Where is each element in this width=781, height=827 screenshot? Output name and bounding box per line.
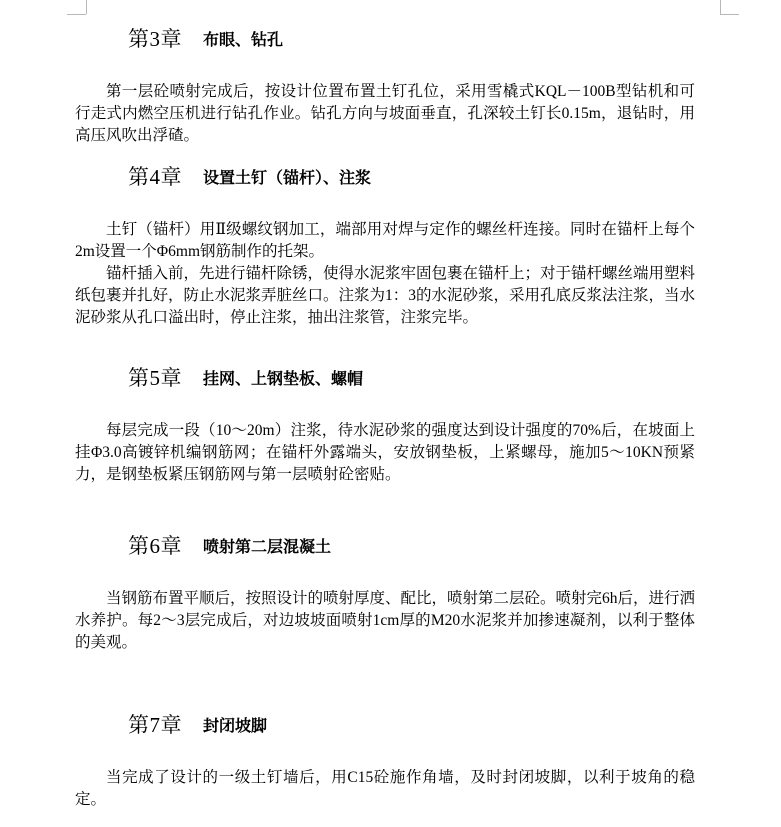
- section-chapter-7: [75, 712, 695, 811]
- section-chapter-6: [75, 533, 695, 654]
- chapter-6-heading: [75, 533, 695, 561]
- chapter-5-paragraph-1: 每层完成一段（10～20m）注浆，待水泥砂浆的强度达到设计强度的70%后，在坡面上挂Φ3.0高镀锌机编钢筋网；在锚杆外露端头，安放钢垫板，上紧螺母，施加5～10KN预紧力，是钢垫板紧压钢筋网与第一层喷射砼密贴。: [75, 422, 695, 483]
- section-chapter-3: [75, 26, 695, 147]
- section-chapter-5: [75, 365, 695, 486]
- chapter-7-number: 第7章: [128, 713, 182, 737]
- chapter-4-paragraph-2: 锚杆插入前，先进行锚杆除锈，使得水泥浆牢固包裹在锚杆上；对于锚杆螺丝端用塑料纸包裹并扎好，防止水泥浆弄脏丝口。注浆为1：3的水泥砂浆，采用孔底反浆法注浆，当水泥砂浆从孔口溢出时，停止注浆，抽出注浆管，注浆完毕。: [75, 265, 696, 326]
- chapter-3-heading: [75, 26, 695, 54]
- chapter-5-title: 挂网、上钢垫板、螺帽: [203, 371, 364, 388]
- chapter-3-title: 布眼、钻孔: [203, 32, 284, 49]
- chapter-4-number: 第4章: [128, 165, 182, 189]
- chapter-6-paragraph-1: 当钢筋布置平顺后，按照设计的喷射厚度、配比，喷射第二层砼。喷射完6h后，进行洒水养护。每2～3层完成后，对边坡坡面喷射1cm厚的M20水泥浆并加掺速凝剂，以利于整体的美观。: [75, 590, 696, 651]
- chapter-4-title: 设置土钉（锚杆）、注浆: [203, 170, 372, 187]
- chapter-6-title: 喷射第二层混凝土: [203, 539, 332, 556]
- chapter-4-heading: [75, 164, 695, 192]
- document-content: [75, 26, 695, 811]
- section-chapter-4: [75, 164, 695, 329]
- chapter-5-number: 第5章: [128, 366, 182, 390]
- chapter-4-paragraph-1: 土钉（锚杆）用Ⅱ级螺纹钢加工，端部用对焊与定作的螺丝杆连接。同时在锚杆上每个2m设置一个Φ6mm钢筋制作的托架。: [75, 221, 695, 260]
- chapter-3-paragraph-1: 第一层砼喷射完成后，按设计位置布置土钉孔位，采用雪橇式KQL－100B型钻机和可行走式内燃空压机进行钻孔作业。钻孔方向与坡面垂直，孔深较土钉长0.15m，退钻时，用高压风吹出浮碴。: [75, 83, 695, 144]
- chapter-7-title: 封闭坡脚: [203, 718, 268, 735]
- chapter-3-number: 第3章: [128, 27, 182, 51]
- chapter-7-heading: [75, 712, 695, 740]
- chapter-7-paragraph-1: 当完成了设计的一级土钉墙后，用C15砼施作角墙，及时封闭坡脚，以利于坡角的稳定。: [75, 769, 695, 808]
- chapter-5-heading: [75, 365, 695, 393]
- chapter-6-number: 第6章: [128, 534, 182, 558]
